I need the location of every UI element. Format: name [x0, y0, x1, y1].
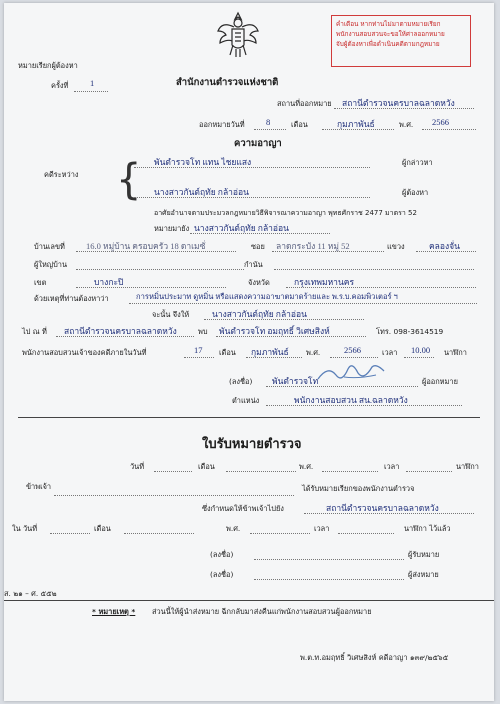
- appointment-month-dotline: [246, 357, 302, 358]
- go-to-label: ไป ณ ที่: [22, 327, 47, 336]
- receiver-sign-dotline: [254, 559, 404, 560]
- subdistrict-label: แขวง: [387, 242, 405, 251]
- charge-label: ด้วยเหตุที่ท่านต้องหาว่า: [34, 294, 109, 303]
- issue-number: 1: [90, 78, 95, 88]
- warning-line-2: พนักงานสอบสวนจะขอให้ศาลออกหมาย: [336, 30, 445, 38]
- receipt-on-year-label: พ.ศ.: [226, 524, 241, 533]
- issue-dotline: [74, 91, 108, 92]
- summoned-dotline: [190, 233, 330, 234]
- soi-label: ซอย: [251, 242, 265, 251]
- issue-year-dotline: [422, 129, 476, 130]
- case-type: ความอาญา: [234, 138, 282, 149]
- receipt-day-dotline: [154, 471, 192, 472]
- appointment-time: 10.00: [411, 345, 431, 355]
- province-label: จังหวัด: [248, 278, 270, 287]
- note-text: ส่วนนี้ให้ผู้นำส่งหมาย ฉีกกลับมาส่งคืนแก่พนักงานสอบสวนผู้ออกหมาย: [152, 607, 372, 616]
- position-dotline: [266, 405, 462, 406]
- appointment-place: สถานีตำรวจนครบาลฉลาดหวัง: [64, 326, 177, 336]
- house-value: 16.0 หมู่บ้าน ครอบครัว 18 ดาเมซั่: [86, 241, 206, 251]
- complainant-name: พันตำรวจโท แทน ไชยแสง: [154, 157, 252, 167]
- therefore-label: จะนั้น จึงให้: [152, 310, 190, 319]
- position-value: พนักงานสอบสวน สน.ฉลาดหวัง: [294, 395, 408, 405]
- charge-dotline: [129, 303, 477, 304]
- receiver-role: ผู้รับหมาย: [408, 550, 440, 559]
- issue-month-label: เดือน: [291, 120, 308, 129]
- office-title: สำนักงานตำรวจแห่งชาติ: [176, 77, 279, 88]
- province-value: กรุงเทพมหานคร: [294, 277, 355, 287]
- receipt-time-unit: นาฬิกา: [456, 462, 479, 471]
- soi-dotline: [272, 251, 384, 252]
- issue-year: 2566: [432, 117, 449, 127]
- appointment-time-unit: นาฬิกา: [444, 348, 467, 357]
- village-head-dotline: [76, 269, 244, 270]
- district-value: บางกะปิ: [94, 277, 124, 287]
- receipt-on-month-label: เดือน: [94, 524, 111, 533]
- receipt-time-label: เวลา: [384, 462, 400, 471]
- warning-line-3: จับผู้ต้องหาเพื่อดำเนินคดีตามกฎหมาย: [336, 40, 440, 48]
- receipt-self-dotline: [54, 495, 294, 496]
- meet-label: พบ: [198, 327, 208, 336]
- appointment-place-dotline: [56, 336, 194, 337]
- receipt-on-month-dotline: [124, 533, 194, 534]
- charge-text: การหมิ่นประมาท ดูหมิ่น หรือแสดงความอาฆาตมาดร้ายและ พ.ร.บ.คอมพิวเตอร์ ฯ: [136, 292, 398, 301]
- sender-sign-dotline: [254, 579, 404, 580]
- receipt-month-dotline: [226, 471, 296, 472]
- issue-date-label: ออกหมายวันที่: [199, 120, 245, 129]
- case-reference: พ.ต.ท.อมฤทธิ์ วิเศษสิงห์ คดีอาญา ๑๓๙/๒๕๖๕: [300, 653, 449, 662]
- therefore-dotline: [204, 319, 364, 320]
- receipt-on-time-dotline: [338, 533, 394, 534]
- receiver-sign-label: (ลงชื่อ): [210, 550, 234, 559]
- issuer-role: ผู้ออกหมาย: [422, 377, 458, 386]
- position-label: ตำแหน่ง: [232, 396, 260, 405]
- appointment-year-dotline: [330, 357, 378, 358]
- complainant-dotline: [134, 167, 370, 168]
- receipt-on-day-dotline: [50, 533, 90, 534]
- summons-document: [4, 3, 494, 701]
- receipt-place-dotline: [304, 513, 474, 514]
- accused-dotline: [134, 197, 370, 198]
- footer-divider: [4, 600, 494, 601]
- house-dotline: [76, 251, 236, 252]
- form-code: ส. ๒๑ – ศ. ๕๕๒: [4, 589, 57, 598]
- inquiry-officer: พันตำรวจโท อมฤทธิ์ วิเศษสิงห์: [219, 326, 330, 336]
- brace-symbol: {: [116, 155, 142, 205]
- issuer-rank: พันตำรวจโท: [272, 376, 319, 386]
- issue-month: กุมภาพันธ์: [337, 119, 375, 129]
- receipt-appoint-text: ซึ่งกำหนดให้ข้าพเจ้าไปยัง: [202, 504, 284, 513]
- receipt-time-dotline: [406, 471, 452, 472]
- appointment-time-dotline: [404, 357, 434, 358]
- village-head-label: ผู้ใหญ่บ้าน: [34, 260, 68, 269]
- officer-dotline: [216, 336, 366, 337]
- note-label: * หมายเหตุ *: [92, 607, 136, 616]
- issuer-sign-label: (ลงชื่อ): [229, 377, 253, 386]
- subdistrict-dotline: [416, 251, 476, 252]
- accused-name: นางสาวกันต์ฤทัย กล้าอ่อน: [154, 187, 249, 197]
- issue-day-dotline: [254, 129, 286, 130]
- issue-month-dotline: [322, 129, 394, 130]
- accused-role: ผู้ต้องหา: [402, 188, 429, 197]
- district-label: เขต: [34, 278, 47, 287]
- receipt-on-time-label: เวลา: [314, 524, 330, 533]
- issuer-sign-dotline: [266, 386, 418, 387]
- inquiry-date-label: พนักงานสอบสวนเจ้าของคดีภายในวันที่: [22, 348, 147, 357]
- receipt-self-label: ข้าพเจ้า: [26, 482, 52, 491]
- issue-day: 8: [266, 117, 271, 127]
- sender-role: ผู้ส่งหมาย: [408, 570, 439, 579]
- receipt-title: ใบรับหมายตำรวจ: [202, 437, 302, 452]
- complainant-role: ผู้กล่าวหา: [402, 158, 433, 167]
- receipt-on-year-dotline: [250, 533, 310, 534]
- house-label: บ้านเลขที่: [34, 242, 65, 251]
- garuda-emblem-icon: [216, 9, 260, 59]
- appointment-time-label: เวลา: [382, 348, 398, 357]
- appointment-year: 2566: [344, 345, 361, 355]
- summoned-name: นางสาวกันต์ฤทัย กล้าอ่อน: [194, 223, 289, 233]
- warning-notice-box: [331, 15, 471, 67]
- issue-label: ครั้งที่: [51, 81, 69, 90]
- receipt-year-label: พ.ศ.: [299, 462, 314, 471]
- issuer-signature-icon: [314, 359, 394, 387]
- between-label: คดีระหว่าง: [44, 170, 79, 179]
- receipt-month-label: เดือน: [198, 462, 215, 471]
- receipt-date-label: วันที่: [130, 462, 145, 471]
- summon-to-label: หมายมายัง: [154, 224, 190, 233]
- issued-at-value: สถานีตำรวจนครบาลฉลาดหวัง: [342, 98, 455, 108]
- appointment-day: 17: [194, 345, 203, 355]
- therefore-name: นางสาวกันต์ฤทัย กล้าอ่อน: [212, 309, 307, 319]
- province-dotline: [286, 287, 476, 288]
- receipt-year-dotline: [322, 471, 378, 472]
- appointment-month: กุมภาพันธ์: [251, 347, 289, 357]
- summons-title: หมายเรียกผู้ต้องหา: [18, 61, 78, 70]
- appointment-year-label: พ.ศ.: [306, 348, 321, 357]
- law-reference: อาศัยอำนาจตามประมวลกฎหมายวิธีพิจารณาความอาญา พุทธศักราช 2477 มาตรา 52: [154, 209, 417, 217]
- subdistrict-value: คลองจั่น: [429, 241, 460, 251]
- kamnan-label: กำนัน: [244, 260, 263, 269]
- officer-phone: โทร. 098-3614519: [376, 327, 444, 336]
- issued-at-label: สถานที่ออกหมาย: [277, 99, 332, 108]
- soi-value: ลาดกระบัง 11 หมู่ 52: [276, 241, 350, 251]
- receipt-on-time-unit: นาฬิกา ไว้แล้ว: [404, 524, 451, 533]
- warning-line-1: คำเตือน หากท่านไม่มาตามหมายเรียก: [336, 20, 441, 28]
- district-dotline: [76, 287, 226, 288]
- issue-year-label: พ.ศ.: [399, 120, 414, 129]
- tear-off-divider: [18, 417, 480, 418]
- receipt-appoint-place: สถานีตำรวจนครบาลฉลาดหวัง: [326, 503, 439, 513]
- issued-at-dotline: [334, 108, 474, 109]
- appointment-day-dotline: [184, 357, 214, 358]
- receipt-received-text: ได้รับหมายเรียกของพนักงานตำรวจ: [302, 484, 415, 493]
- appointment-month-label: เดือน: [219, 348, 236, 357]
- kamnan-dotline: [274, 269, 474, 270]
- sender-sign-label: (ลงชื่อ): [210, 570, 234, 579]
- receipt-on-date-label: ใน วันที่: [12, 524, 38, 533]
